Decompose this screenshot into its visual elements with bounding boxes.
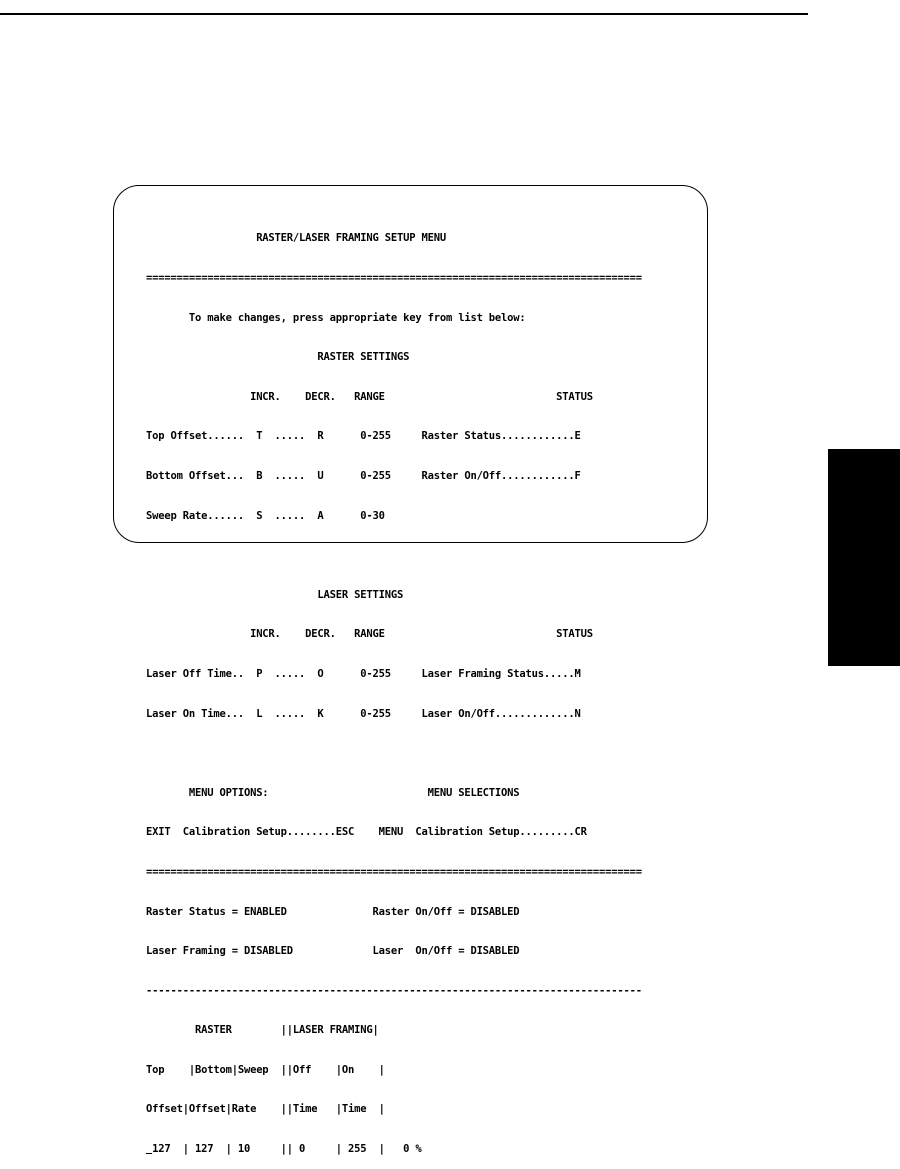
menu-options-row[interactable]: EXIT Calibration Setup........ESC MENU Calibration Setup.........CR: [146, 826, 587, 839]
double-rule: =================================================================================: [146, 865, 642, 878]
values-table-group-header: RASTER ||LASER FRAMING|: [146, 1024, 379, 1037]
menu-options-headings: MENU OPTIONS: MENU SELECTIONS: [146, 786, 520, 799]
bottom-offset-row[interactable]: Bottom Offset... B ..... U 0-255 Raster On/Off............F: [146, 469, 581, 482]
blank-line: [146, 747, 642, 760]
laser-settings-heading: LASER SETTINGS: [146, 588, 404, 601]
text-cursor: [146, 1143, 152, 1155]
laser-off-time-row[interactable]: Laser Off Time.. P ..... O 0-255 Laser Framing Status.....M: [146, 667, 581, 680]
values-table-header-1: Top |Bottom|Sweep ||Off |On |: [146, 1063, 385, 1076]
sweep-rate-row[interactable]: Sweep Rate...... S ..... A 0-30: [146, 509, 385, 522]
values-table-row[interactable]: 127 | 127 | 10 || 0 | 255 | 0 %: [146, 1143, 642, 1156]
raster-settings-heading: RASTER SETTINGS: [146, 351, 410, 364]
values-table-header-2: Offset|Offset|Rate ||Time |Time |: [146, 1103, 385, 1116]
instructions-text: To make changes, press appropriate key from list below:: [146, 311, 526, 324]
laser-status-line: Laser Framing = DISABLED Laser On/Off = DISABLED: [146, 945, 520, 958]
menu-title: RASTER/LASER FRAMING SETUP MENU: [146, 232, 446, 245]
single-rule: ---------------------------------------------------------------------------------: [146, 984, 642, 997]
setup-menu-screen: [146, 206, 642, 1169]
laser-column-headers: INCR. DECR. RANGE STATUS: [146, 628, 593, 641]
section-tab: [828, 449, 900, 666]
page-top-rule: [0, 13, 808, 15]
laser-on-time-row[interactable]: Laser On Time... L ..... K 0-255 Laser On/Off.............N: [146, 707, 581, 720]
top-offset-row[interactable]: Top Offset...... T ..... R 0-255 Raster Status............E: [146, 430, 581, 443]
blank-line: [146, 549, 642, 562]
double-rule: =================================================================================: [146, 272, 642, 284]
raster-column-headers: INCR. DECR. RANGE STATUS: [146, 390, 593, 403]
raster-status-line: Raster Status = ENABLED Raster On/Off = DISABLED: [146, 905, 520, 918]
